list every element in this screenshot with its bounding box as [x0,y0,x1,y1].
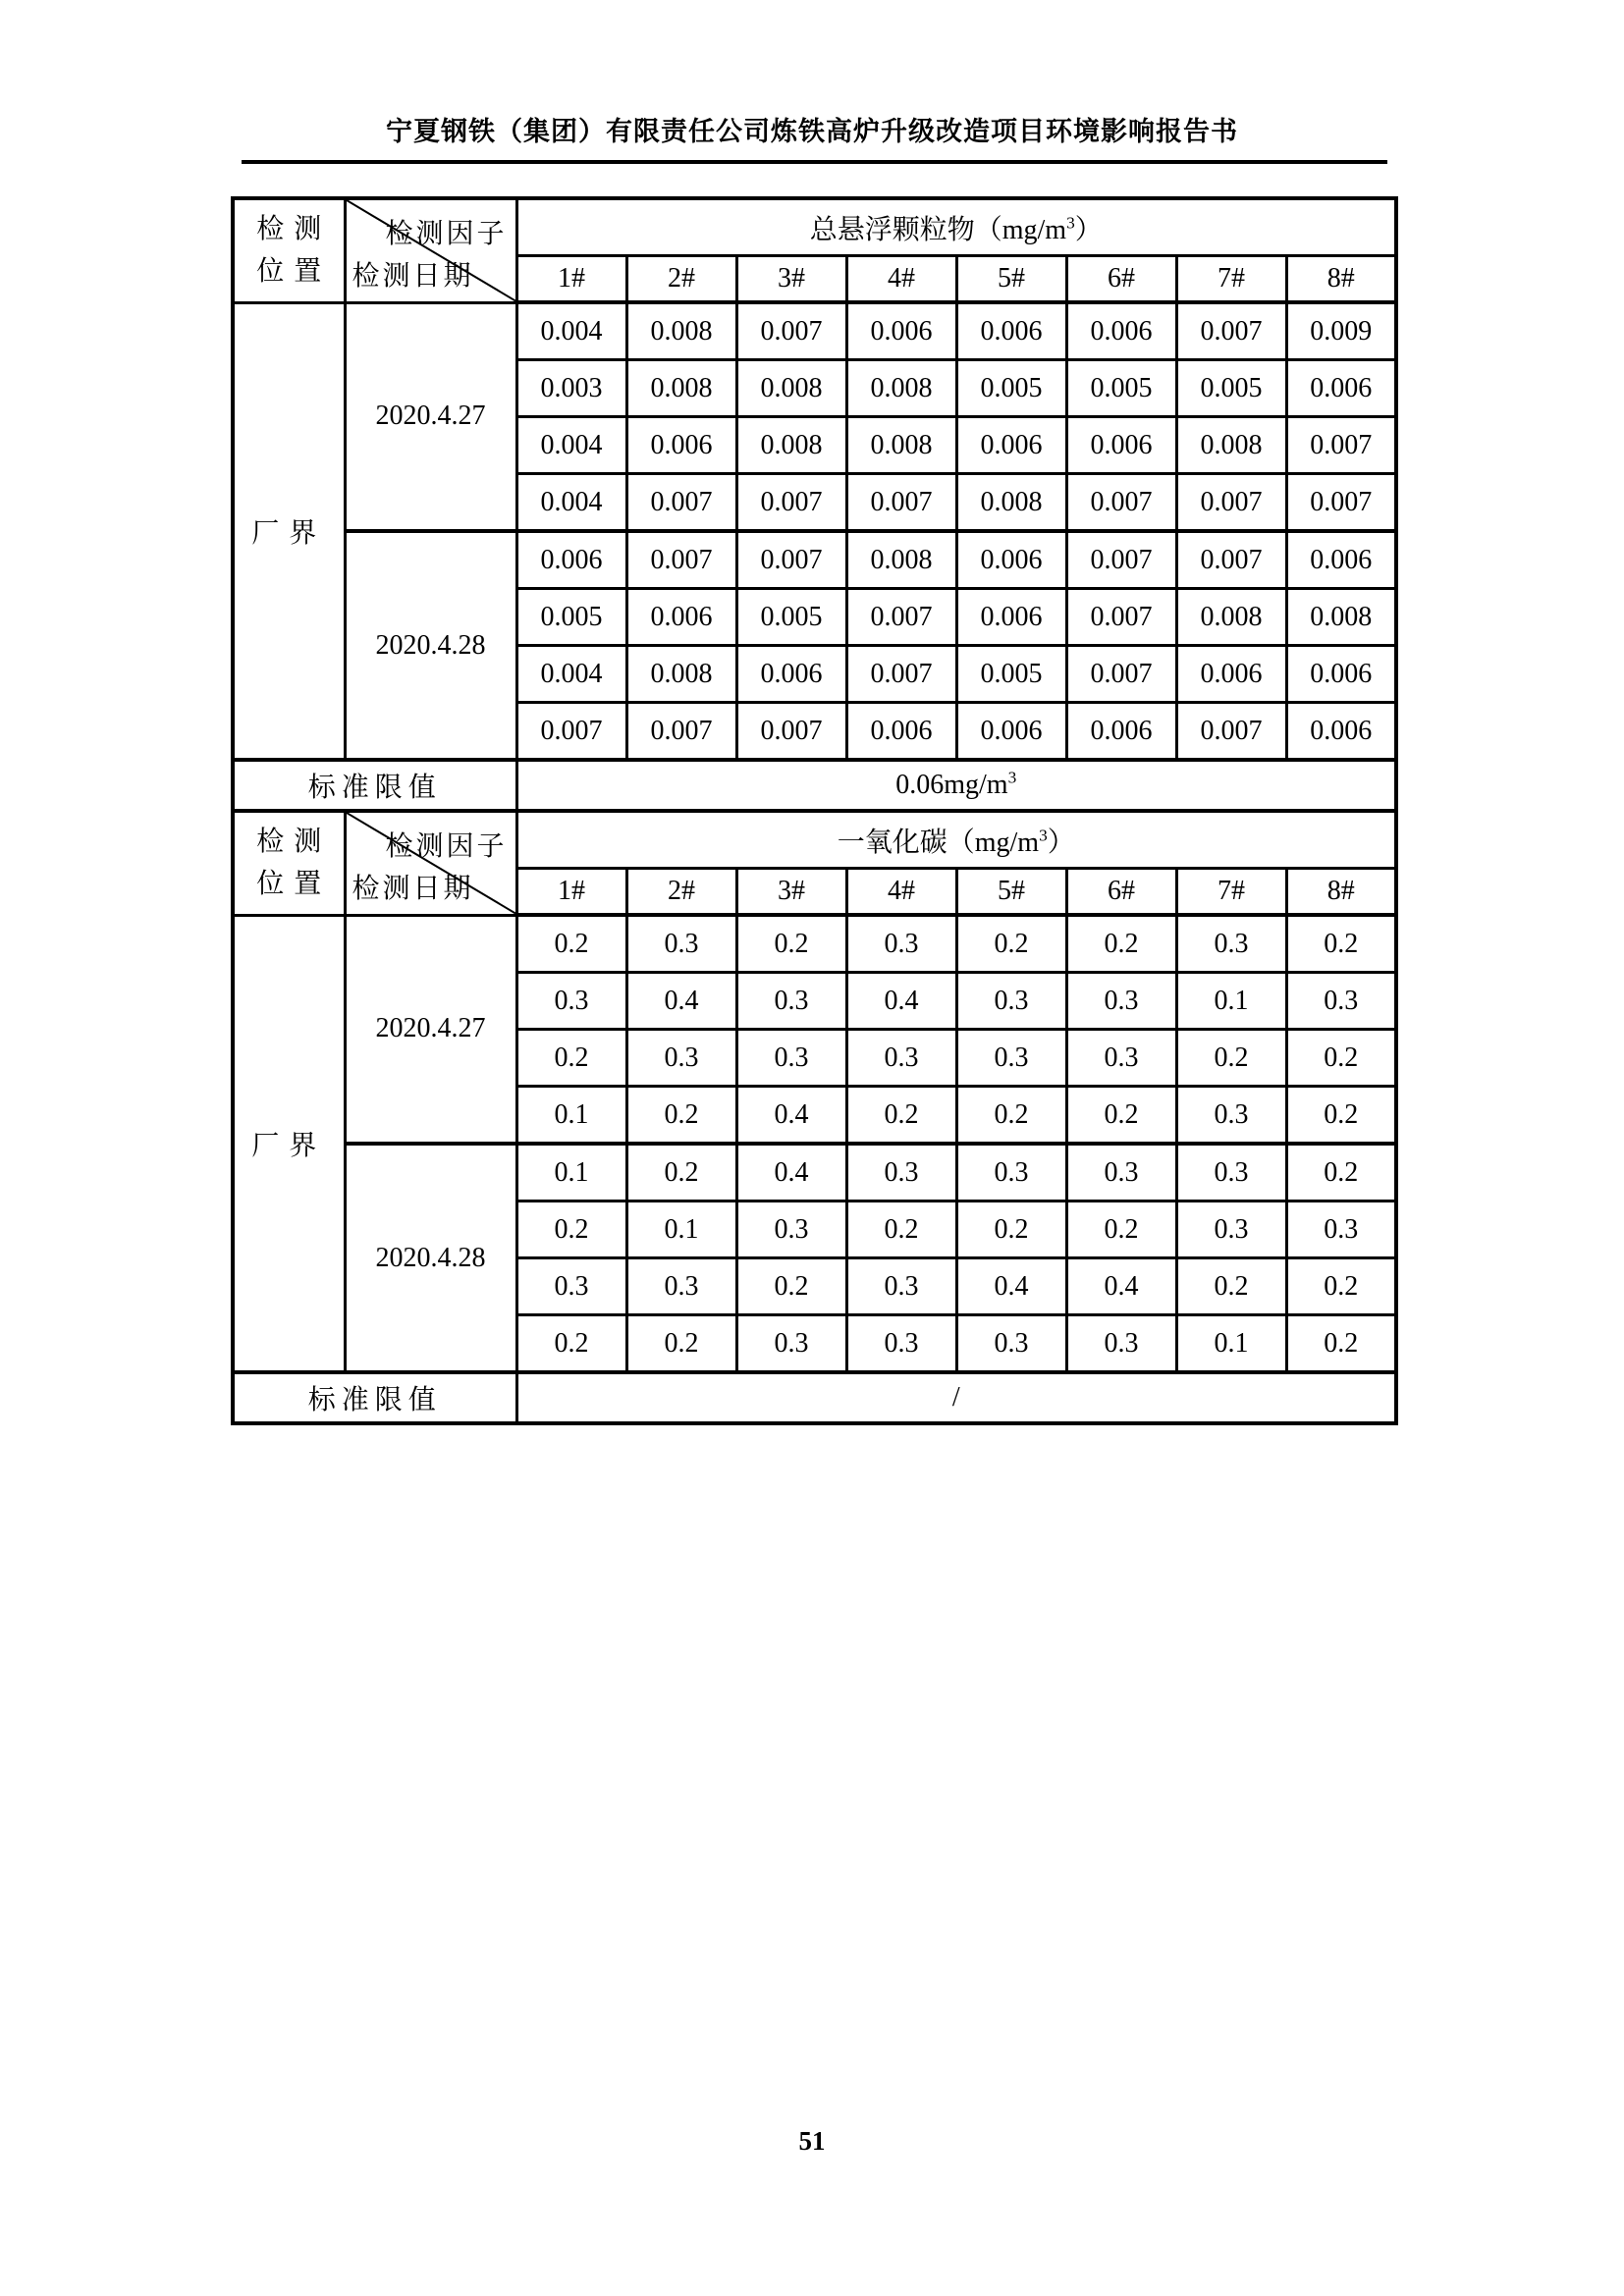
value-cell: 0.3 [516,973,626,1030]
limit-value-cell [516,760,1396,811]
co-pollutant-text: 一氧化碳（mg/m [837,827,1040,858]
value-cell: 0.2 [846,1201,956,1258]
value-cell: 0.006 [846,302,956,360]
value-cell: 0.008 [626,646,736,703]
value-cell: 0.3 [1066,1030,1176,1087]
value-cell: 0.4 [846,973,956,1030]
value-cell: 0.2 [1066,1201,1176,1258]
column-header-8: 8# [1286,256,1396,303]
co-pollutant-sup: 3 [1039,826,1048,845]
value-cell: 0.4 [626,973,736,1030]
value-cell: 0.3 [1066,1144,1176,1201]
value-cell: 0.006 [846,703,956,761]
value-cell: 0.008 [1176,589,1286,646]
position-label-line2: 位置 [256,869,332,900]
value-cell: 0.005 [736,589,846,646]
value-cell: 0.3 [516,1258,626,1315]
value-cell: 0.3 [1286,973,1396,1030]
value-cell: 0.007 [626,703,736,761]
column-header-7: 7# [1176,869,1286,916]
value-cell: 0.2 [956,915,1066,973]
value-cell: 0.008 [846,417,956,474]
tsp-header-row-1 [233,198,1396,256]
table-row [233,915,1396,973]
position-header-cell [233,198,345,302]
value-cell: 0.3 [1286,1201,1396,1258]
value-cell: 0.008 [1176,417,1286,474]
value-cell: 0.3 [956,973,1066,1030]
value-cell: 0.2 [1066,1087,1176,1145]
value-cell: 0.005 [956,360,1066,417]
limit-value-text: 0.06mg/m [895,770,1008,800]
column-header-1: 1# [516,869,626,916]
value-cell: 0.2 [956,1087,1066,1145]
corner-factor-label: 检测因子 [385,831,508,862]
value-cell: 0.2 [846,1087,956,1145]
value-cell: 0.007 [1176,302,1286,360]
table-row [233,531,1396,589]
value-cell: 0.007 [736,474,846,532]
value-cell: 0.008 [626,360,736,417]
value-cell: 0.004 [516,417,626,474]
value-cell: 0.2 [736,915,846,973]
value-cell: 0.3 [736,1030,846,1087]
limit-row [233,1372,1396,1423]
value-cell: 0.2 [956,1201,1066,1258]
value-cell: 0.3 [1176,915,1286,973]
value-cell: 0.2 [1286,915,1396,973]
value-cell: 0.006 [626,417,736,474]
header-rule [242,160,1387,164]
value-cell: 0.008 [1286,589,1396,646]
value-cell: 0.4 [736,1144,846,1201]
value-cell: 0.3 [736,1201,846,1258]
co-pollutant-cell [516,811,1396,869]
value-cell: 0.006 [516,531,626,589]
value-cell: 0.006 [956,589,1066,646]
diagonal-header-cell [345,811,516,915]
value-cell: 0.006 [956,703,1066,761]
monitoring-table [231,196,1398,1425]
date-cell: 2020.4.28 [345,1144,516,1372]
value-cell: 0.2 [626,1144,736,1201]
value-cell: 0.007 [1066,646,1176,703]
value-cell: 0.003 [516,360,626,417]
value-cell: 0.007 [1066,531,1176,589]
value-cell: 0.007 [736,703,846,761]
site-cell: 厂界 [233,915,345,1372]
limit-row [233,760,1396,811]
value-cell: 0.007 [846,589,956,646]
column-header-5: 5# [956,869,1066,916]
value-cell: 0.2 [516,915,626,973]
table-row [233,1144,1396,1201]
value-cell: 0.1 [1176,973,1286,1030]
value-cell: 0.007 [1286,417,1396,474]
value-cell: 0.007 [1176,531,1286,589]
value-cell: 0.4 [956,1258,1066,1315]
value-cell: 0.2 [626,1087,736,1145]
value-cell: 0.3 [956,1030,1066,1087]
value-cell: 0.2 [516,1030,626,1087]
value-cell: 0.3 [956,1144,1066,1201]
position-label-line2: 位置 [256,256,332,288]
value-cell: 0.006 [1286,531,1396,589]
value-cell: 0.2 [626,1315,736,1373]
value-cell: 0.4 [736,1087,846,1145]
value-cell: 0.3 [1176,1201,1286,1258]
value-cell: 0.3 [736,1315,846,1373]
column-header-8: 8# [1286,869,1396,916]
value-cell: 0.006 [1176,646,1286,703]
tsp-pollutant-sup: 3 [1066,213,1075,233]
value-cell: 0.2 [1176,1258,1286,1315]
column-header-1: 1# [516,256,626,303]
value-cell: 0.3 [1066,973,1176,1030]
value-cell: 0.006 [1286,646,1396,703]
value-cell: 0.006 [1286,703,1396,761]
value-cell: 0.2 [516,1315,626,1373]
column-header-2: 2# [626,256,736,303]
position-label-line1: 检测 [256,826,332,857]
date-cell: 2020.4.27 [345,302,516,531]
column-header-7: 7# [1176,256,1286,303]
table-row [233,302,1396,360]
value-cell: 0.2 [736,1258,846,1315]
value-cell: 0.006 [736,646,846,703]
value-cell: 0.3 [846,915,956,973]
limit-value-text: / [951,1382,960,1413]
value-cell: 0.007 [736,531,846,589]
value-cell: 0.007 [1176,474,1286,532]
corner-date-label: 检测日期 [352,873,474,904]
value-cell: 0.006 [1066,417,1176,474]
column-header-5: 5# [956,256,1066,303]
value-cell: 0.1 [626,1201,736,1258]
value-cell: 0.006 [1066,703,1176,761]
value-cell: 0.005 [1066,360,1176,417]
column-header-4: 4# [846,256,956,303]
value-cell: 0.3 [846,1144,956,1201]
date-cell: 2020.4.28 [345,531,516,760]
value-cell: 0.007 [1176,703,1286,761]
tsp-pollutant-text: 总悬浮颗粒物（mg/m [809,214,1067,245]
value-cell: 0.005 [956,646,1066,703]
value-cell: 0.1 [1176,1315,1286,1373]
value-cell: 0.004 [516,302,626,360]
value-cell: 0.4 [1066,1258,1176,1315]
value-cell: 0.006 [956,417,1066,474]
value-cell: 0.008 [846,360,956,417]
limit-value-cell [516,1372,1396,1423]
value-cell: 0.2 [1286,1030,1396,1087]
value-cell: 0.3 [626,1258,736,1315]
value-cell: 0.2 [1066,915,1176,973]
value-cell: 0.004 [516,474,626,532]
position-label-line1: 检测 [256,213,332,244]
value-cell: 0.007 [1066,474,1176,532]
value-cell: 0.3 [736,973,846,1030]
column-header-2: 2# [626,869,736,916]
value-cell: 0.006 [956,531,1066,589]
column-header-3: 3# [736,256,846,303]
value-cell: 0.007 [736,302,846,360]
document-header-title: 宁夏钢铁（集团）有限责任公司炼铁高炉升级改造项目环境影响报告书 [386,117,1238,146]
value-cell: 0.008 [736,360,846,417]
value-cell: 0.006 [1066,302,1176,360]
value-cell: 0.3 [846,1315,956,1373]
limit-label-cell: 标准限值 [233,760,516,811]
corner-date-label: 检测日期 [352,260,474,292]
tsp-pollutant-suffix: ） [1074,214,1103,245]
limit-value-sup: 3 [1007,768,1017,787]
position-header-cell [233,811,345,915]
value-cell: 0.004 [516,646,626,703]
value-cell: 0.3 [626,1030,736,1087]
value-cell: 0.008 [626,302,736,360]
value-cell: 0.007 [626,474,736,532]
value-cell: 0.3 [956,1315,1066,1373]
value-cell: 0.3 [1176,1144,1286,1201]
column-header-6: 6# [1066,869,1176,916]
site-cell: 厂界 [233,302,345,760]
value-cell: 0.2 [516,1201,626,1258]
value-cell: 0.007 [846,646,956,703]
value-cell: 0.007 [516,703,626,761]
value-cell: 0.008 [846,531,956,589]
monitoring-tables [231,196,1398,1425]
value-cell: 0.005 [1176,360,1286,417]
value-cell: 0.2 [1286,1087,1396,1145]
value-cell: 0.007 [626,531,736,589]
corner-factor-label: 检测因子 [385,219,508,249]
value-cell: 0.2 [1286,1144,1396,1201]
co-pollutant-suffix: ） [1047,827,1075,858]
value-cell: 0.007 [1066,589,1176,646]
value-cell: 0.3 [846,1030,956,1087]
value-cell: 0.006 [1286,360,1396,417]
value-cell: 0.1 [516,1087,626,1145]
value-cell: 0.005 [516,589,626,646]
date-cell: 2020.4.27 [345,915,516,1144]
value-cell: 0.008 [736,417,846,474]
tsp-pollutant-cell [516,198,1396,256]
value-cell: 0.008 [956,474,1066,532]
value-cell: 0.006 [626,589,736,646]
value-cell: 0.1 [516,1144,626,1201]
value-cell: 0.3 [1176,1087,1286,1145]
value-cell: 0.3 [846,1258,956,1315]
column-header-4: 4# [846,869,956,916]
value-cell: 0.2 [1286,1315,1396,1373]
page-number: 51 [798,2126,826,2156]
value-cell: 0.2 [1286,1258,1396,1315]
value-cell: 0.009 [1286,302,1396,360]
column-header-6: 6# [1066,256,1176,303]
limit-label-cell: 标准限值 [233,1372,516,1423]
value-cell: 0.3 [626,915,736,973]
value-cell: 0.006 [956,302,1066,360]
value-cell: 0.007 [846,474,956,532]
column-header-3: 3# [736,869,846,916]
value-cell: 0.007 [1286,474,1396,532]
value-cell: 0.2 [1176,1030,1286,1087]
co-header-row-1 [233,811,1396,869]
diagonal-header-cell [345,198,516,302]
value-cell: 0.3 [1066,1315,1176,1373]
